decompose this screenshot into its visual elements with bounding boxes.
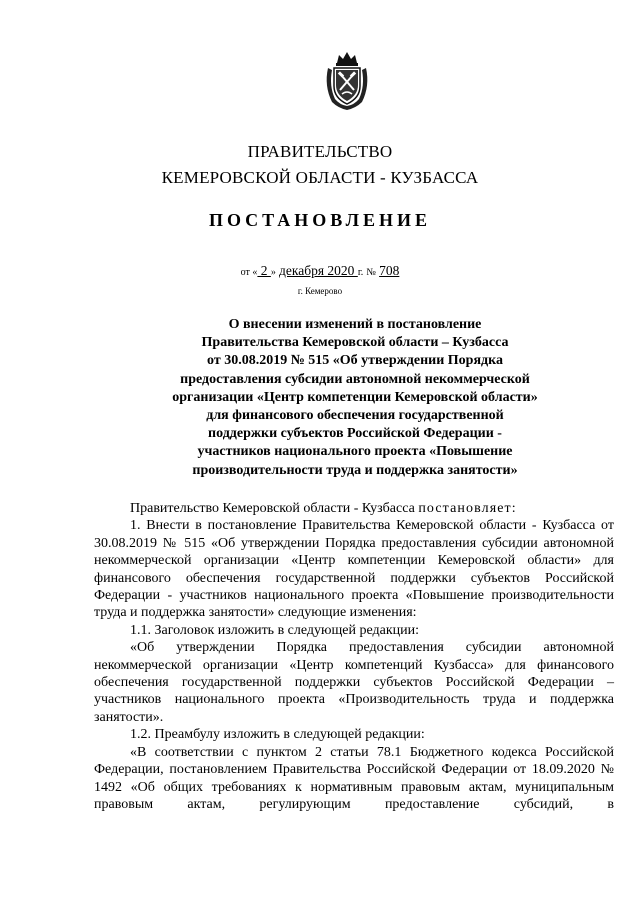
title-line: от 30.08.2019 № 515 «Об утверждении Порядка bbox=[207, 353, 503, 369]
paragraph-1-1: 1.1. Заголовок изложить в следующей редакции: bbox=[130, 622, 420, 638]
organization-name-line1: ПРАВИТЕЛЬСТВО bbox=[247, 142, 393, 161]
title-line: поддержки субъектов Российской Федерации - bbox=[208, 426, 502, 442]
resolution-title bbox=[150, 316, 560, 480]
title-line: О внесении изменений в постановление bbox=[228, 317, 482, 332]
paragraph-1-1-text: «Об утверждении Порядка предоставления субсидии автономной некоммерческой организации «Центр компетенций Кузбасса» для финансового обеспечения государственной поддержки субъектов Российской Федерации – участников национального проекта «Производительность труда и поддержка занятости». bbox=[94, 640, 614, 725]
intro-paragraph bbox=[94, 500, 614, 517]
title-line: для финансового обеспечения государственной bbox=[206, 408, 504, 424]
title-line: участников национального проекта «Повышение bbox=[197, 444, 513, 460]
title-line: производительности труда и поддержка занятости» bbox=[192, 462, 518, 478]
number-sign: № bbox=[366, 267, 376, 278]
date-month-year: декабря 2020 bbox=[279, 263, 358, 278]
paragraph-1-2-text: «В соответствии с пунктом 2 статьи 78.1 Бюджетного кодекса Российской Федерации, постановлением Правительства Российской Федерации от 18.09.2020 № 1492 «Об общих требованиях к нормативным правовым актам, муниципальным правовым актам, регулирующим предоставление субсидий, в bbox=[94, 744, 614, 812]
title-line: предоставления субсидии автономной некоммерческой bbox=[180, 371, 530, 387]
city-name: г. Кемерово bbox=[297, 286, 343, 296]
date-number-line bbox=[0, 263, 640, 279]
date-day: 2 bbox=[257, 263, 271, 278]
year-suffix: г. bbox=[357, 267, 364, 278]
date-close-quote: » bbox=[270, 267, 276, 278]
organization-name-line2: КЕМЕРОВСКОЙ ОБЛАСТИ - КУЗБАССА bbox=[161, 168, 479, 187]
intro-verb: постановляет: bbox=[418, 501, 517, 516]
document-type-title: ПОСТАНОВЛЕНИЕ bbox=[208, 210, 432, 230]
coat-of-arms-icon bbox=[322, 50, 372, 112]
document-body bbox=[94, 500, 614, 813]
paragraph-1: 1. Внести в постановление Правительства Кемеровской области - Кузбасса от 30.08.2019 № 515 «Об утверждении Порядка предоставления субсидии автономной некоммерческой организации «Центр компетенции Кемеровской области» для финансового обеспечения государственной поддержки субъектов Российской Федерации - участников национального проекта «Повышение производительности труда и поддержка занятости» следующие изменения: bbox=[94, 518, 614, 621]
title-line: организации «Центр компетенции Кемеровской области» bbox=[172, 389, 538, 405]
title-line: Правительства Кемеровской области – Кузбасса bbox=[201, 335, 509, 351]
document-number: 708 bbox=[379, 263, 400, 278]
date-prefix: от « bbox=[240, 267, 258, 278]
intro-text: Правительство Кемеровской области - Кузбасса bbox=[130, 501, 415, 516]
paragraph-1-2: 1.2. Преамбулу изложить в следующей редакции: bbox=[130, 727, 425, 743]
